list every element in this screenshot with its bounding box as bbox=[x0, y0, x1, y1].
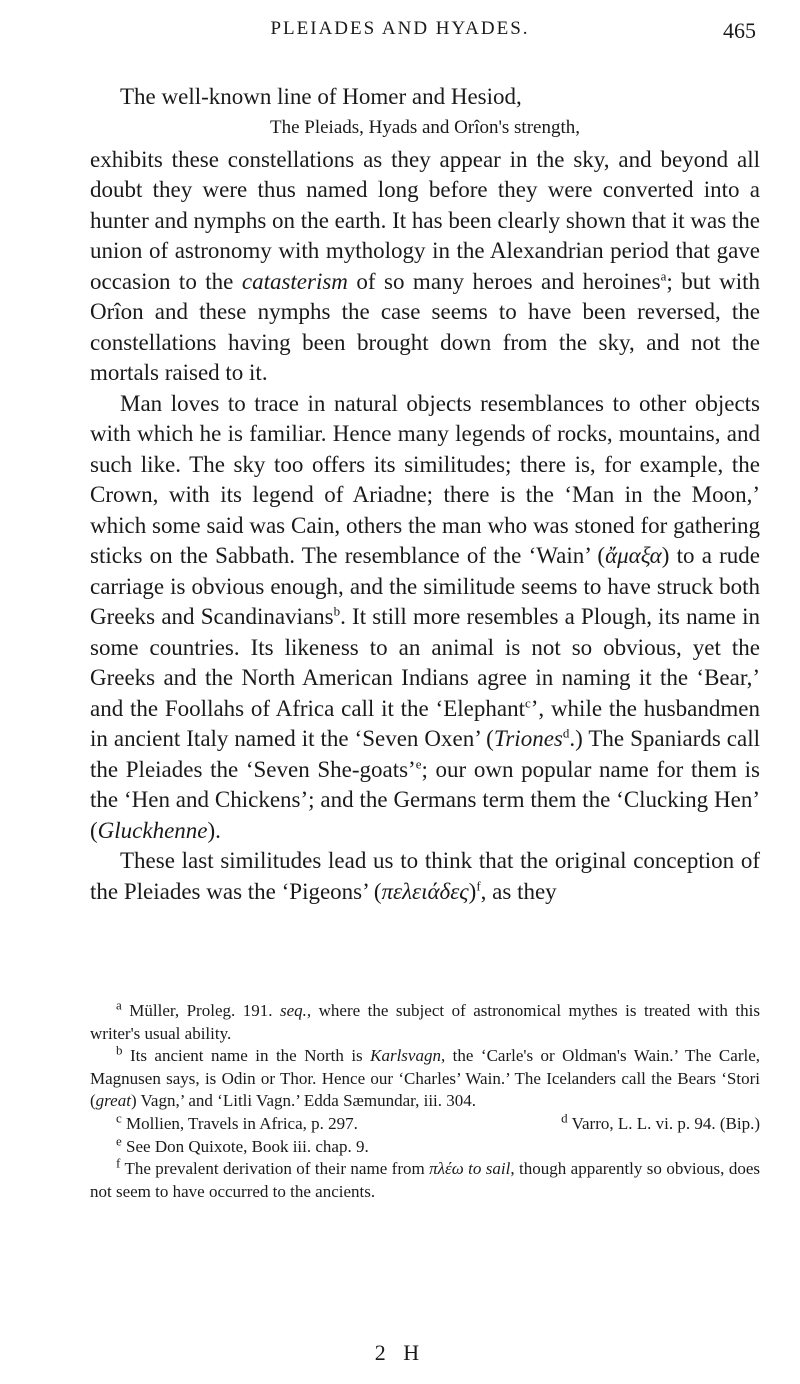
running-title: PLEIADES AND HYADES. bbox=[270, 18, 530, 39]
footnote-d: $^d$ Varro, L. L. vi. p. 94. (Bip.) bbox=[561, 1110, 760, 1133]
footnote-row-cd bbox=[90, 1110, 760, 1136]
footnote-ref-a: a bbox=[660, 267, 667, 283]
paragraph-3: These last similitudes lead us to think that the original conception of the Pleiades was the ‘Pigeons’ $(\pi\varepsilon\lambda\varepsilon\iota ά\delta\varepsilon\varsigma)^f$, as they bbox=[90, 848, 760, 904]
paragraph-1: exhibits these constellations as they appear in the sky, and beyond all doubt they were thus named long before they were converted into a hunter and nymphs on the earth. It has been clearly shown that it was the union of astronomy with mythology in the Alexandrian period that gave occasion to the catasterism of so many heroes and heroines$^a$; but with Orîon and these nymphs the case seems to have been reversed, the constellations having been brought down from the sky, and not the mortals raised to it. bbox=[90, 146, 761, 385]
footnote-e: $^e$ See Don Quixote, Book iii. chap. 9. bbox=[116, 1132, 369, 1156]
catasterism-term: catasterism bbox=[241, 268, 348, 294]
greek-amaxa: ἄμαξα bbox=[605, 543, 662, 568]
footnote-f: $^f$ The prevalent derivation of their name from πλέω to sail, though apparently so obvious, does not seem to have occurred to the ancients. bbox=[90, 1155, 760, 1201]
main-text bbox=[90, 82, 760, 907]
footnote-c: $^c$ Mollien, Travels in Africa, p. 297. bbox=[116, 1110, 358, 1133]
paragraph-2: Man loves to trace in natural objects resemblances to other objects with which he is familiar. Hence many legends of rocks, mountains, and such like. The sky too offers its similitudes; there is, for example, the Crown, with its legend of Ariadne; there is the ‘Man in the Moon,’ which some said was Cain, others the man who was stoned for gathering sticks on the Sabbath. The resemblance of the ‘Wain’ (ἄμαξα) to a rude carriage is obvious enough, and the similitude seems to have struck both Greeks and Scandinavians$^b$. It still more resembles a Plough, its name in some countries. Its likeness to an animal is not so obvious, yet the Greeks and the North American Indians agree in naming it the ‘Bear,’ and the Foollahs of Africa call it the ‘Elephant$^c$’, while the husbandmen in ancient Italy named it the ‘Seven Oxen’ (Triones$^d$.) The Spaniards call the Pleiades the ‘Seven She-goats’$^e$; our own popular name for them is the ‘Hen and Chickens’; and the Germans term them the ‘Clucking Hen’ (Gluckhenne). bbox=[90, 390, 761, 843]
footnote-b: $^b$ Its ancient name in the North is Karlsvagn, the ‘Carle's or Oldman's Wain.’ The Carle, Magnusen says, is Odin or Thor. Hence our ‘Charles’ Wain.’ The Icelanders call the Bears ‘Stori (great) Vagn,’ and ‘Litli Vagn.’ Edda Sæmundar, iii. 304. bbox=[90, 1042, 760, 1111]
paragraph-intro: The well-known line of Homer and Hesiod, bbox=[120, 84, 522, 109]
homer-quote: The Pleiads, Hyads and Orîon's strength, bbox=[269, 116, 580, 138]
footnote-ref-d: d bbox=[562, 725, 570, 741]
page-number: 465 bbox=[723, 18, 756, 43]
footnote-ref-c: c bbox=[524, 694, 531, 710]
page-header bbox=[0, 18, 800, 58]
footnotes bbox=[90, 997, 760, 1203]
footnote-a: $^a$ Müller, Proleg. 191. seq., where the subject of astronomical mythes is treated with this writer's usual ability. bbox=[90, 997, 760, 1043]
footnote-ref-b: b bbox=[333, 603, 341, 619]
footnote-ref-e: e bbox=[415, 755, 422, 771]
footnote-ref-f: f bbox=[476, 877, 481, 893]
gluckhenne-term: Gluckhenne bbox=[97, 817, 208, 843]
triones-term: Triones bbox=[493, 726, 563, 751]
greek-peleiades: πελειάδες bbox=[381, 878, 469, 904]
signature-mark: 2 H bbox=[374, 1340, 426, 1365]
